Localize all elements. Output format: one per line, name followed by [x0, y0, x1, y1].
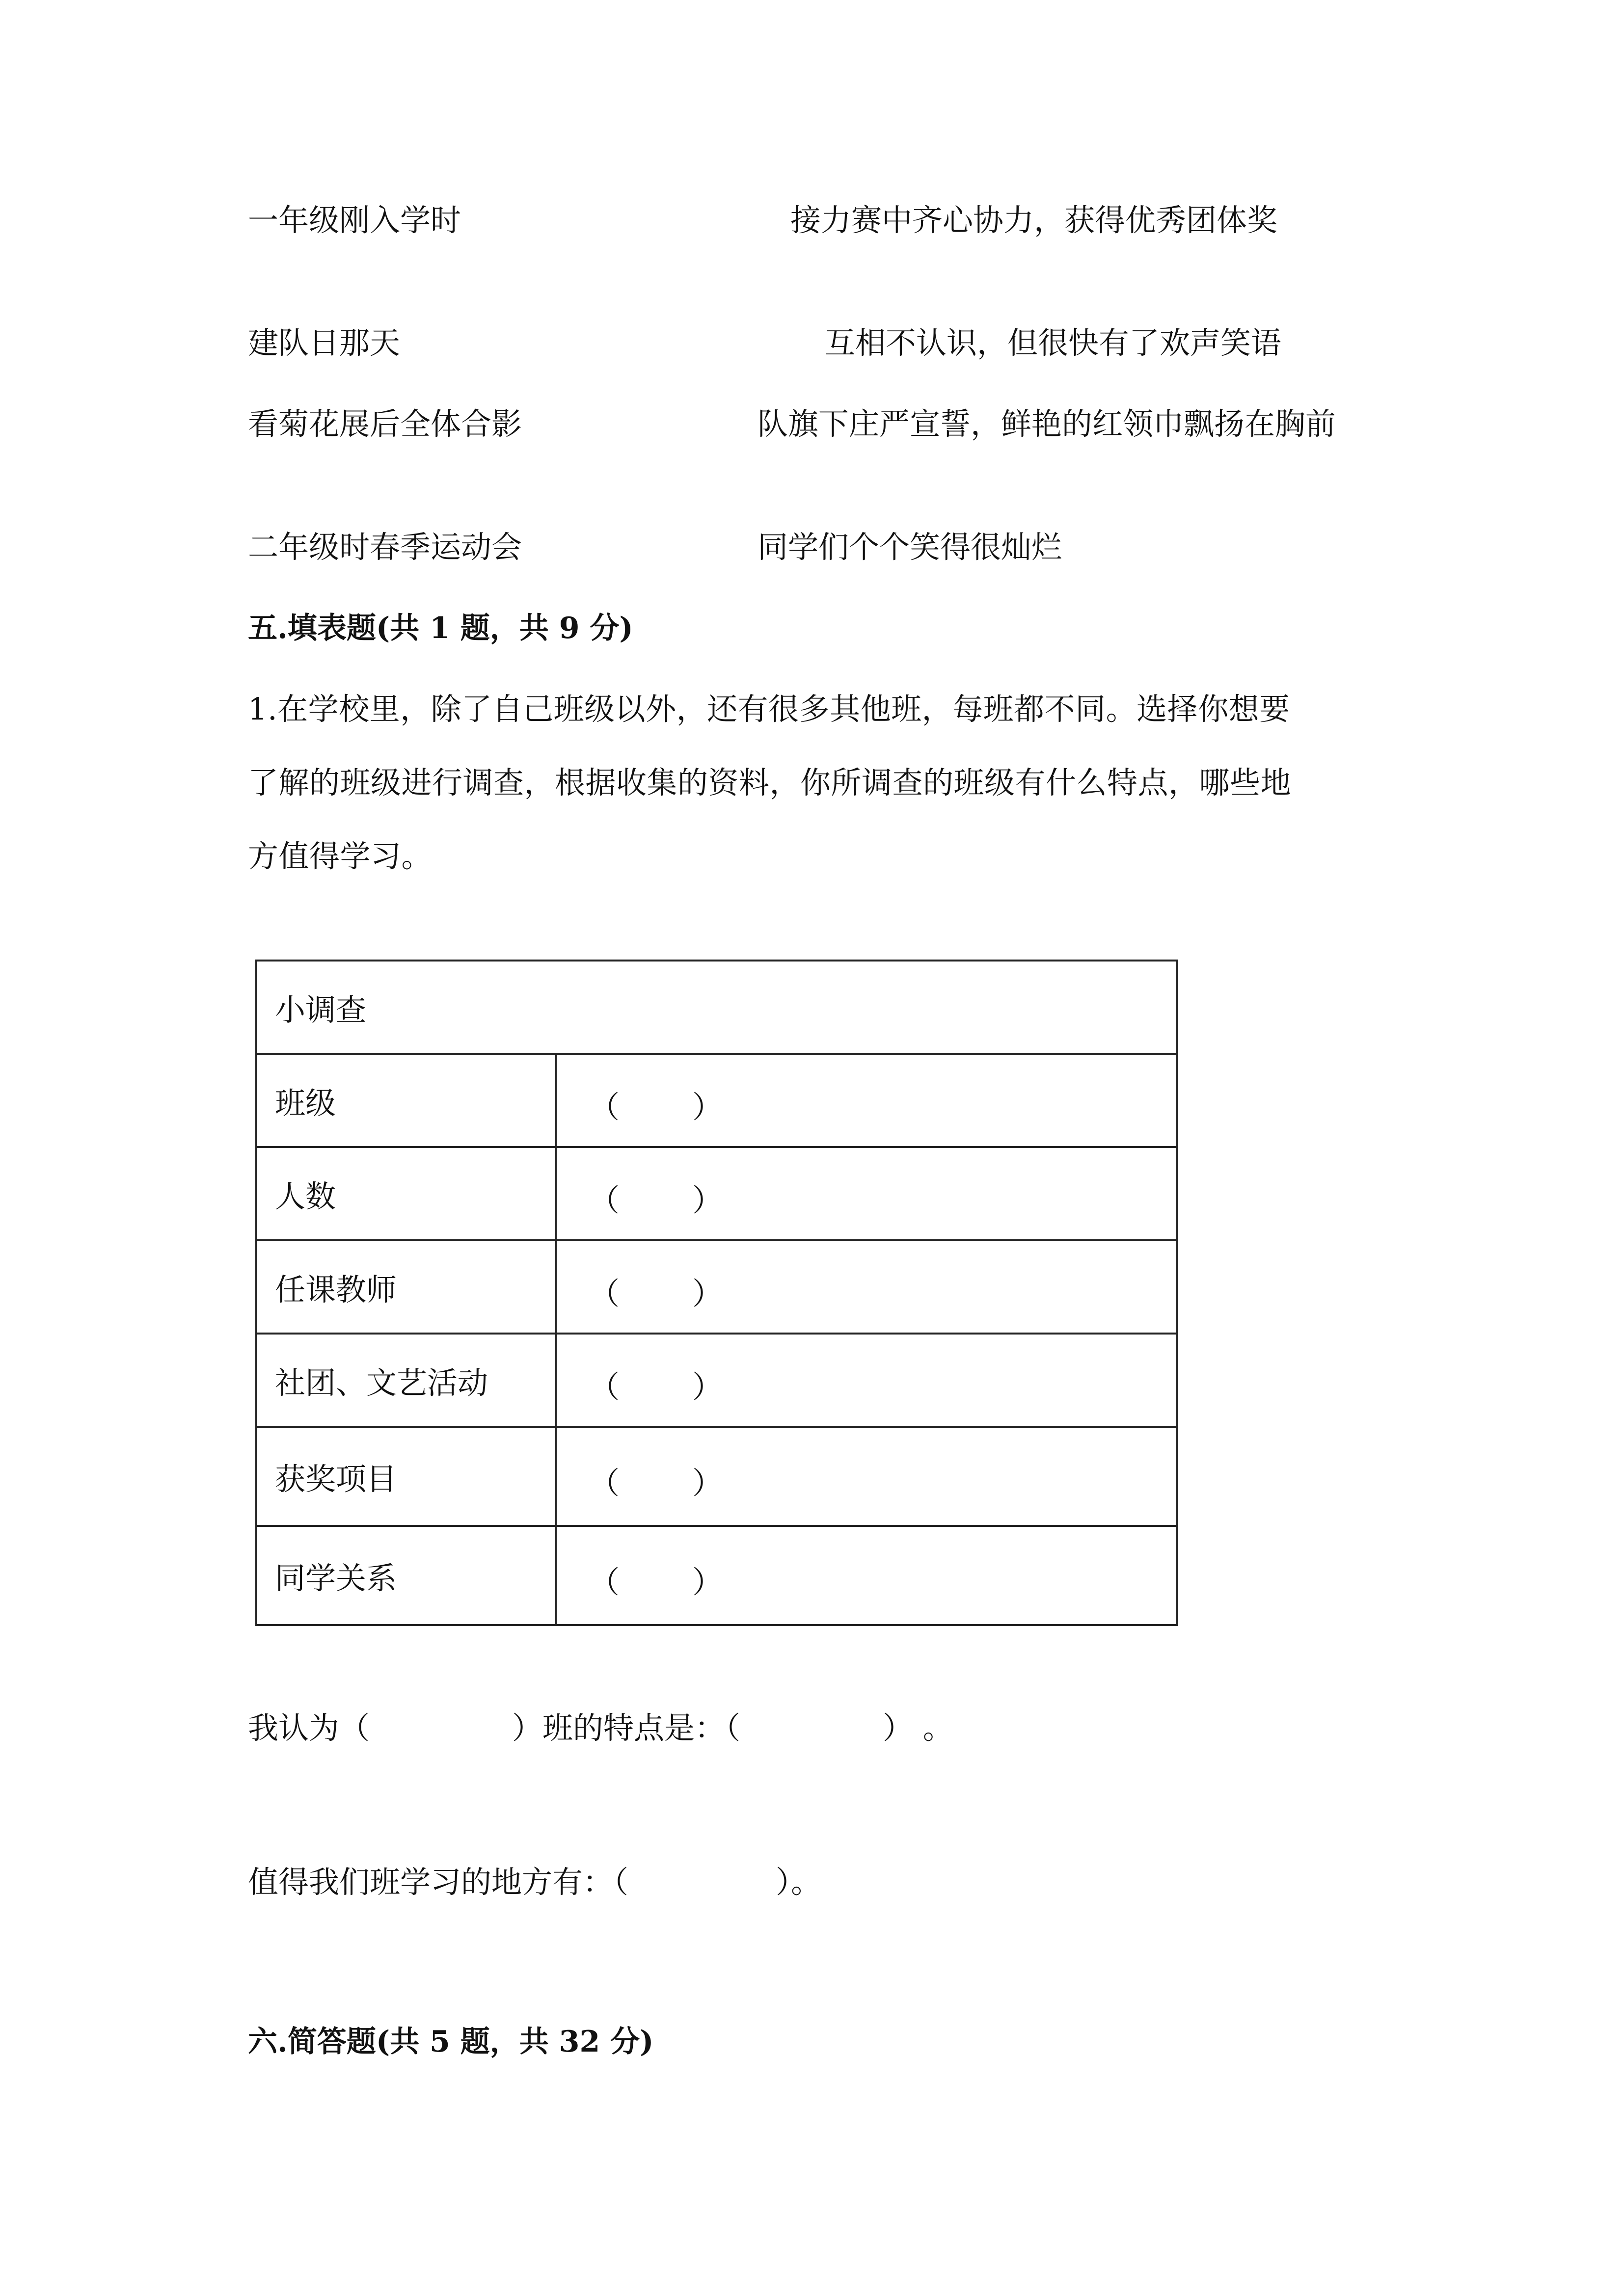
close-paren: ）	[692, 1089, 723, 1125]
fill-sentence-class-feature	[248, 1710, 953, 1746]
fill-text: ） 。	[883, 1710, 953, 1746]
table-row	[256, 1054, 1177, 1147]
answer-blank[interactable]	[556, 1054, 1177, 1147]
question-line: 了解的班级进行调查，根据收集的资料，你所调查的班级有什么特点，哪些地	[248, 765, 1292, 801]
survey-table-title: 小调查	[256, 961, 1177, 1054]
match-left-item: 建队日那天	[248, 325, 401, 361]
match-right-item: 接力赛中齐心协力，获得优秀团体奖	[790, 202, 1278, 238]
open-paren: （	[589, 1465, 620, 1501]
match-left-item: 看菊花展后全体合影	[248, 406, 522, 442]
open-paren: （	[589, 1089, 620, 1125]
open-paren: （	[589, 1275, 620, 1311]
table-row	[256, 1147, 1177, 1240]
question-text	[248, 672, 1377, 893]
section-heading: 五.填表题(共 1 题，共 9 分)	[248, 611, 633, 645]
close-paren: ）	[692, 1564, 723, 1600]
row-label: 社团、文艺活动	[256, 1334, 556, 1427]
match-right-item: 互相不认识，但很快有了欢声笑语	[825, 325, 1282, 361]
open-paren: （	[589, 1564, 620, 1600]
table-row	[256, 1427, 1177, 1526]
match-right-item: 队旗下庄严宣誓，鲜艳的红领巾飘扬在胸前	[758, 406, 1336, 442]
match-left-item: 一年级刚入学时	[248, 202, 461, 238]
row-label: 获奖项目	[256, 1427, 556, 1526]
table-row	[256, 1240, 1177, 1334]
answer-blank[interactable]	[556, 1526, 1177, 1625]
fill-text: ）班的特点是：（	[512, 1710, 741, 1746]
match-left-item: 二年级时春季运动会	[248, 529, 522, 565]
question-line: 方值得学习。	[248, 838, 433, 874]
answer-blank[interactable]	[556, 1427, 1177, 1526]
answer-blank[interactable]	[556, 1334, 1177, 1427]
survey-table	[255, 960, 1178, 1626]
open-paren: （	[589, 1368, 620, 1405]
close-paren: ）	[692, 1368, 723, 1405]
section-heading: 六.简答题(共 5 题，共 32 分)	[248, 2025, 654, 2059]
table-row	[256, 1334, 1177, 1427]
row-label: 同学关系	[256, 1526, 556, 1625]
fill-text: 值得我们班学习的地方有：（	[248, 1864, 629, 1900]
match-right-item: 同学们个个笑得很灿烂	[758, 529, 1062, 565]
row-label: 班级	[256, 1054, 556, 1147]
question-line: 1.在学校里，除了自己班级以外，还有很多其他班，每班都不同。选择你想要	[248, 691, 1290, 727]
close-paren: ）	[692, 1465, 723, 1501]
row-label: 人数	[256, 1147, 556, 1240]
fill-text: ）。	[776, 1864, 822, 1900]
close-paren: ）	[692, 1182, 723, 1218]
open-paren: （	[589, 1182, 620, 1218]
fill-sentence-learn-from	[248, 1864, 822, 1900]
fill-text: 我认为（	[248, 1710, 370, 1746]
close-paren: ）	[692, 1275, 723, 1311]
row-label: 任课教师	[256, 1240, 556, 1334]
table-row	[256, 1526, 1177, 1625]
answer-blank[interactable]	[556, 1147, 1177, 1240]
answer-blank[interactable]	[556, 1240, 1177, 1334]
